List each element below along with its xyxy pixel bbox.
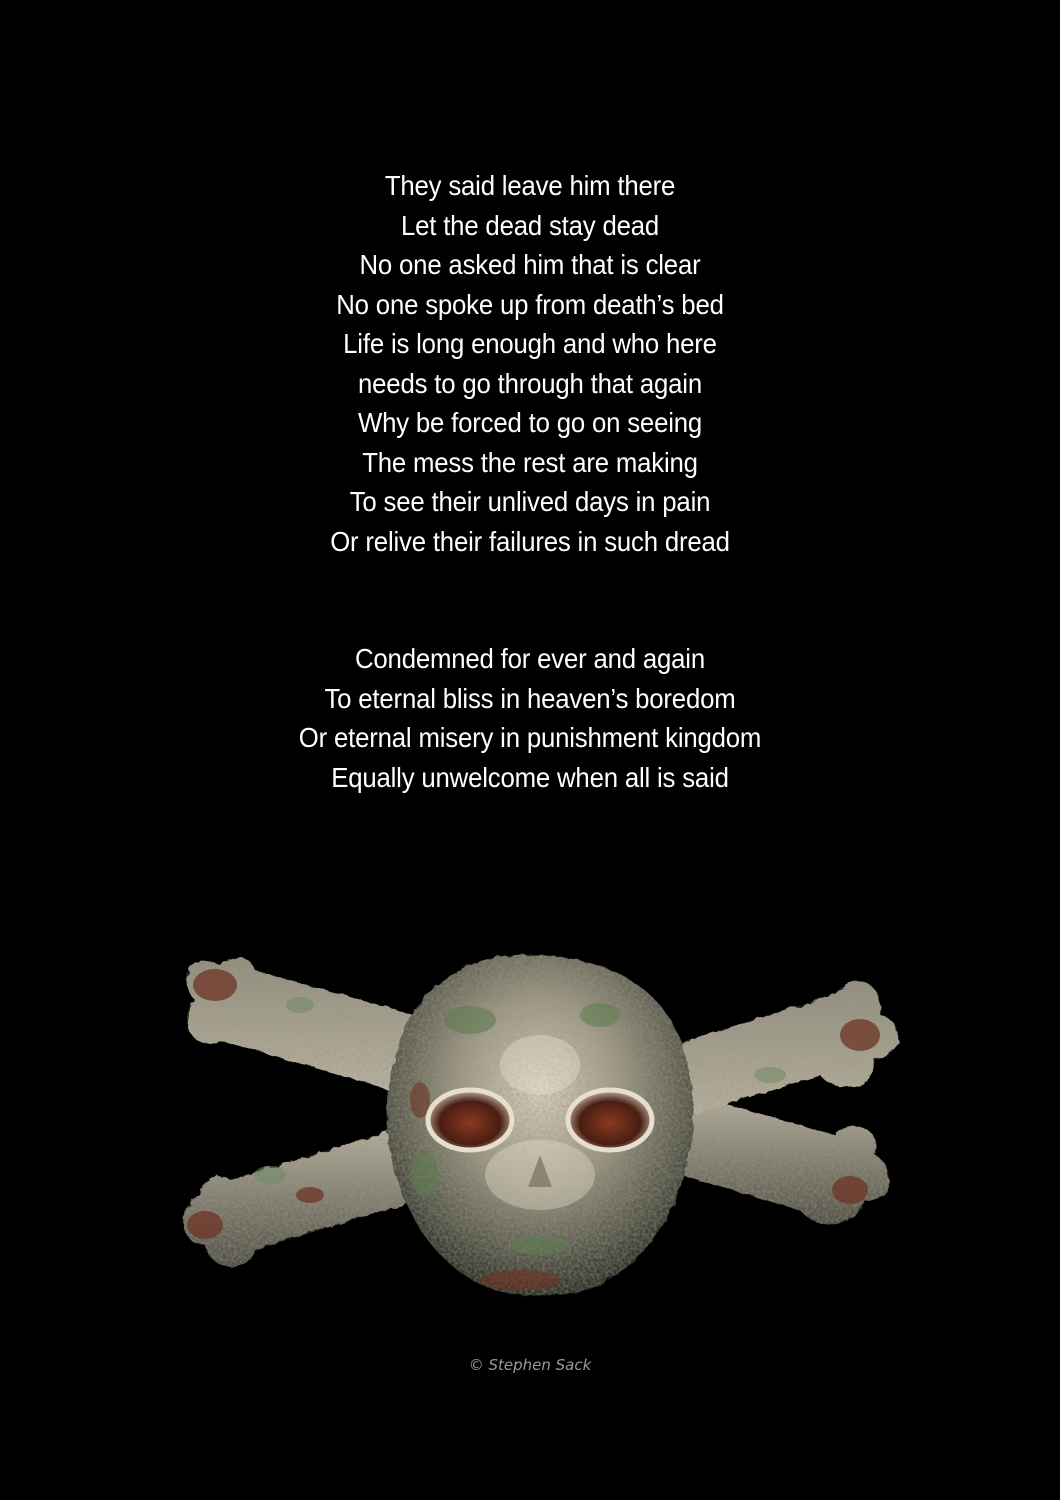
poem-line: needs to go through that again [358,367,702,399]
poem-stanza-1 [0,166,1060,561]
poem-line: No one spoke up from death’s bed [336,288,724,320]
skull-and-crossbones-icon [160,925,920,1325]
poem-stanza-2 [0,639,1060,797]
poem-line: Let the dead stay dead [400,209,660,241]
skull-and-crossbones-image [160,925,920,1325]
poem-line: Or relive their failures in such dread [330,525,730,557]
poem-line: To see their unlived days in pain [349,486,711,517]
poem-line: Why be forced to go on seeing [357,407,703,438]
right-eye-socket [568,1090,652,1150]
poem-line: The mess the rest are making [362,446,698,478]
poem-line: Condemned for ever and again [354,643,706,674]
poem-line: To eternal bliss in heaven’s boredom [324,682,736,714]
poem-line: They said leave him there [384,170,676,201]
left-eye-socket [428,1090,512,1150]
poem-line: Life is long enough and who here [343,328,717,359]
poem-line: Or eternal misery in punishment kingdom [298,722,762,753]
poem-line: No one asked him that is clear [359,249,701,280]
poem-line: Equally unwelcome when all is said [331,761,729,793]
copyright-credit: © Stephen Sack [468,1356,592,1374]
